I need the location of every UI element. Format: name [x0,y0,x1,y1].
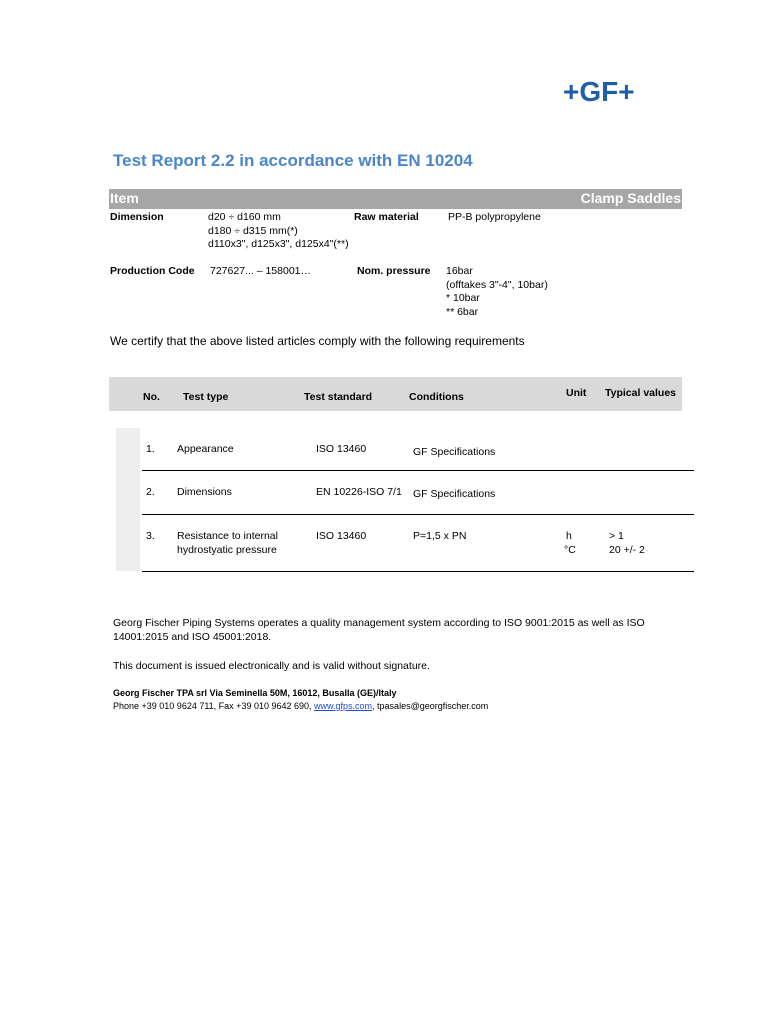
nom-pressure-label: Nom. pressure [357,265,431,277]
pressure-line: ** 6bar [446,305,479,318]
dimension-line: d20 ÷ d160 mm [208,211,281,223]
contact-suffix: , tpasales@georgfischer.com [372,701,489,711]
company-address: Georg Fischer TPA srl Via Seminella 50M, 16012, Busalla (GE)/Italy [113,688,397,698]
row-divider [142,470,694,471]
row3-no: 3. [146,530,155,542]
report-title: Test Report 2.2 in accordance with EN 10204 [113,151,473,170]
nom-pressure-values [446,265,548,319]
row1-conditions: GF Specifications [413,446,496,458]
row3-test-type-line: hydrostyatic pressure [177,543,277,556]
row-divider [142,571,694,572]
col-no: No. [143,391,160,403]
dimension-label: Dimension [110,211,164,223]
pressure-line: 16bar [446,265,473,277]
quality-line: Georg Fischer Piping Systems operates a quality management system according to ISO 9001:2015 as well as ISO [113,617,645,629]
row-marker-column [116,428,140,571]
company-contact [113,700,488,714]
item-name: Clamp Saddles [580,190,681,206]
col-conditions: Conditions [409,391,464,403]
row2-test-type: Dimensions [177,486,232,498]
electronic-statement: This document is issued electronically and is valid without signature. [113,660,430,672]
row3-typical-line: 20 +/- 2 [609,543,645,556]
quality-line: 14001:2015 and ISO 45001:2018. [113,630,272,643]
row2-conditions: GF Specifications [413,488,496,500]
contact-prefix: Phone +39 010 9624 711, Fax +39 010 9642 690, [113,701,315,711]
website-link[interactable]: www.gfps.com [314,701,373,711]
row3-unit [564,530,576,557]
row3-conditions: P=1,5 x PN [413,530,467,542]
col-unit: Unit [566,387,587,399]
row1-test-type: Appearance [177,443,234,455]
production-code-value: 727627... – 158001… [210,265,312,277]
pressure-line: * 10bar [446,292,480,304]
item-label: Item [110,190,139,206]
row3-typical-line: > 1 [609,530,624,542]
dimension-values [208,211,349,252]
row3-test-standard: ISO 13460 [316,530,367,542]
production-code-label: Production Code [110,265,195,277]
row3-typical [609,530,645,557]
row-divider [142,514,694,515]
certify-text: We certify that the above listed articles comply with the following requirements [110,334,525,348]
raw-material-label: Raw material [354,211,419,223]
row3-test-type-line: Resistance to internal [177,530,278,542]
dimension-line: d180 ÷ d315 mm(*) [208,224,298,237]
col-typical-values: Typical values [605,387,677,399]
dimension-line: d110x3", d125x3", d125x4"(**) [208,238,349,250]
quality-statement [113,617,645,644]
row2-no: 2. [146,486,155,498]
col-test-type: Test type [183,391,229,403]
row1-no: 1. [146,443,155,455]
table-header [109,377,682,411]
item-bar [109,189,682,209]
pressure-line: (offtakes 3"-4", 10bar) [446,278,548,291]
row2-test-standard: EN 10226-ISO 7/1 [316,486,402,498]
row3-unit-line: h [566,530,572,542]
row3-test-type [177,530,278,557]
raw-material-value: PP-B polypropylene [448,211,541,223]
col-test-standard: Test standard [304,391,373,403]
row1-test-standard: ISO 13460 [316,443,367,455]
row3-unit-line: °C [564,543,576,556]
gf-logo: +GF+ [563,76,635,107]
